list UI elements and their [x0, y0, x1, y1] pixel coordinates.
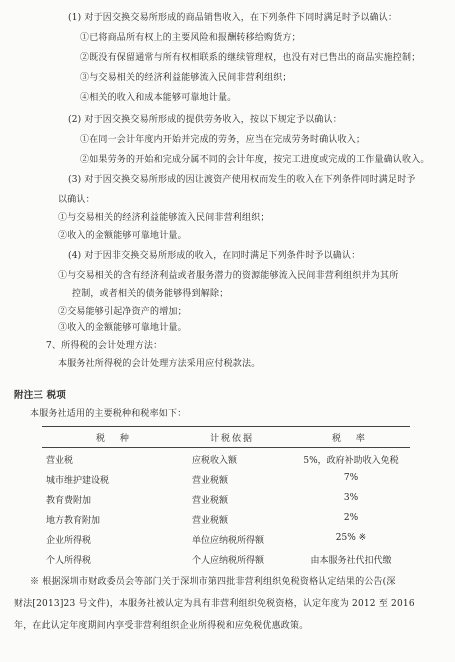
criteria-1-item-4: ④相关的收入和成本能够可靠地计量。 [80, 93, 237, 103]
tax-name-cell: 个人所得税 [46, 556, 92, 566]
table-row [42, 450, 410, 468]
tax-basis-cell: 单位应纳税所得额 [192, 536, 265, 546]
tax-rate-cell: 5%，政府补助收入免税 [303, 456, 399, 466]
tax-name-cell: 城市维护建设税 [46, 476, 110, 486]
tax-table-header [42, 426, 410, 448]
criteria-1-item-2: ②既没有保留通常与所有权相联系的继续管理权，也没有对已售出的商品实施控制； [80, 53, 421, 63]
criteria-4-item-3: ③收入的金额能够可靠地计量。 [58, 323, 187, 333]
criteria-4-item-2: ②交易能够引起净资产的增加； [58, 307, 187, 317]
tax-basis-cell: 应税收入额 [192, 456, 238, 466]
criteria-2-item-1: ①在同一会计年度内开始并完成的劳务，应当在完成劳务时确认收入； [80, 135, 366, 145]
table-row [42, 550, 410, 568]
table-row [42, 530, 410, 548]
criteria-4-item-1: ①与交易相关的含有经济利益或者服务潜力的资源能够流入民间非营利组织并为其所 [58, 271, 399, 281]
footnote-line-1: ※ 根据深圳市财政委员会等部门关于深圳市第四批非营利组织免税资格认定结果的公告(深 [30, 577, 396, 587]
criteria-2-heading: (2) 对于因交换交易所形成的提供劳务收入，按以下规定予以确认： [68, 115, 343, 125]
footnote-line-2: 财法[2013]23 号文件)，本服务社被认定为具有非营利组织免税资格，认定年度为 2012 至 2016 [14, 599, 415, 609]
tax-rate-cell: 由本服务社代扣代缴 [310, 556, 392, 566]
criteria-3-heading-cont: 以确认： [58, 195, 95, 205]
section-7-body: 本服务社所得税的会计处理方法采用应付税款法。 [58, 359, 261, 369]
criteria-4-heading: (4) 对于因非交换交易所形成的收入，在同时满足下列条件时予以确认： [68, 251, 361, 261]
table-row [42, 510, 410, 528]
tax-basis-cell: 营业税额 [192, 496, 229, 506]
column-header-rate: 税 率 [332, 434, 371, 444]
criteria-1-item-1: ①已将商品所有权上的主要风险和报酬转移给购货方； [80, 33, 301, 43]
tax-rate-cell: 25% ※ [335, 533, 367, 543]
tax-rate-cell: 3% [343, 493, 359, 503]
tax-name-cell: 营业税 [46, 456, 74, 466]
tax-rate-cell: 7% [343, 473, 359, 483]
criteria-4-item-1-cont: 控制，或者相关的债务能够得到解除； [72, 289, 229, 299]
column-header-tax: 税 种 [96, 434, 135, 444]
tax-name-cell: 教育费附加 [46, 496, 92, 506]
tax-rate-cell: 2% [343, 513, 359, 523]
table-row [42, 490, 410, 508]
note-3-intro: 本服务社适用的主要税种和税率如下： [30, 409, 187, 419]
criteria-3-item-2: ②收入的金额能够可靠地计量。 [58, 231, 187, 241]
tax-name-cell: 地方教育附加 [46, 516, 101, 526]
criteria-2-item-2: ②如果劳务的开始和完成分属不同的会计年度，按完工进度或完成的工作量确认收入。 [80, 155, 430, 165]
tax-basis-cell: 营业税额 [192, 476, 229, 486]
criteria-1-item-3: ③与交易相关的经济利益能够流入民间非营利组织； [80, 73, 292, 83]
criteria-3-item-1: ①与交易相关的经济利益能够流入民间非营利组织； [58, 213, 270, 223]
tax-basis-cell: 营业税额 [192, 516, 229, 526]
table-row [42, 470, 410, 488]
column-header-basis: 计税依据 [210, 434, 255, 444]
tax-basis-cell: 个人应纳税所得额 [192, 556, 265, 566]
tax-name-cell: 企业所得税 [46, 536, 92, 546]
footnote-line-3: 年，在此认定年度期间内享受非营利组织企业所得税和应免税优惠政策。 [14, 621, 309, 631]
criteria-3-heading: (3) 对于因交换交易所形成的因让渡资产使用权而发生的收入在下列条件同时满足时予 [68, 175, 416, 185]
criteria-1-heading: (1) 对于因交换交易所形成的商品销售收入，在下列条件下同时满足时予以确认： [68, 13, 398, 23]
section-7-title: 7、所得税的会计处理方法： [46, 341, 163, 351]
note-3-title: 附注三 税项 [14, 390, 67, 401]
